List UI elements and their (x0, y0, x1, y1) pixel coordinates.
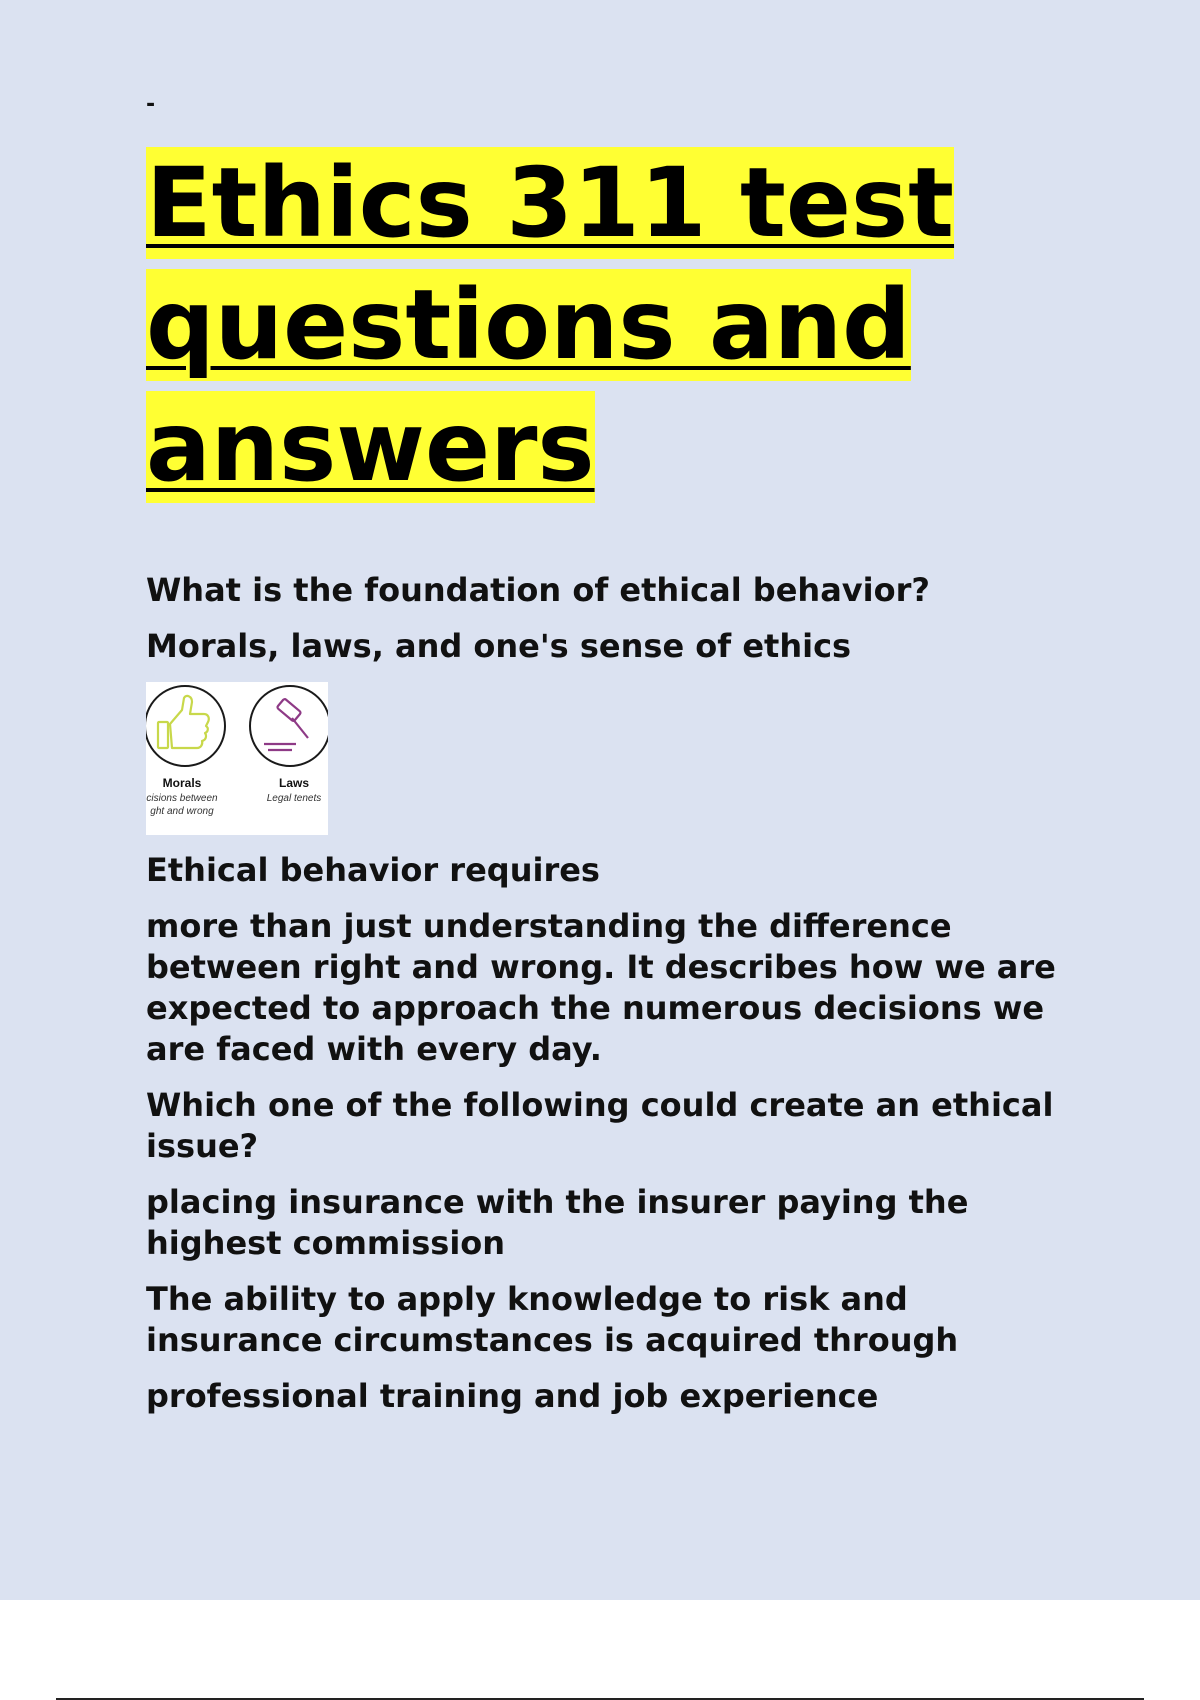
question-4: The ability to apply knowledge to risk and insurance circumstances is acquired through (146, 1280, 959, 1359)
document-title (146, 142, 1006, 508)
question-2: Ethical behavior requires (146, 851, 600, 889)
laws-label: Laws (278, 776, 310, 790)
document-content (146, 90, 1086, 1432)
answer-3: placing insurance with the insurer paying the highest commission (146, 1183, 969, 1262)
answer-2: more than just understanding the difference between right and wrong. It describes how we are expected to approach the numerous decisions we are faced with every day. (146, 907, 1056, 1068)
laws-circle (250, 686, 328, 766)
laws-sub: Legal tenets (266, 793, 322, 804)
title-line-1: Ethics 311 test (146, 147, 955, 259)
title-line-3: answers (146, 391, 595, 503)
question-3: Which one of the following could create an ethical issue? (146, 1086, 1054, 1165)
morals-laws-illustration (146, 682, 328, 835)
leading-dash: - (146, 92, 156, 117)
title-line-2: questions and (146, 269, 911, 381)
morals-laws-figure (146, 682, 328, 835)
morals-sub-2: ght and wrong (150, 806, 214, 817)
question-1: What is the foundation of ethical behavior? (146, 571, 930, 609)
morals-label: Morals (162, 776, 202, 790)
answer-4: professional training and job experience (146, 1377, 879, 1415)
morals-sub-1: cisions between (146, 793, 218, 804)
answer-1: Morals, laws, and one's sense of ethics (146, 627, 852, 665)
